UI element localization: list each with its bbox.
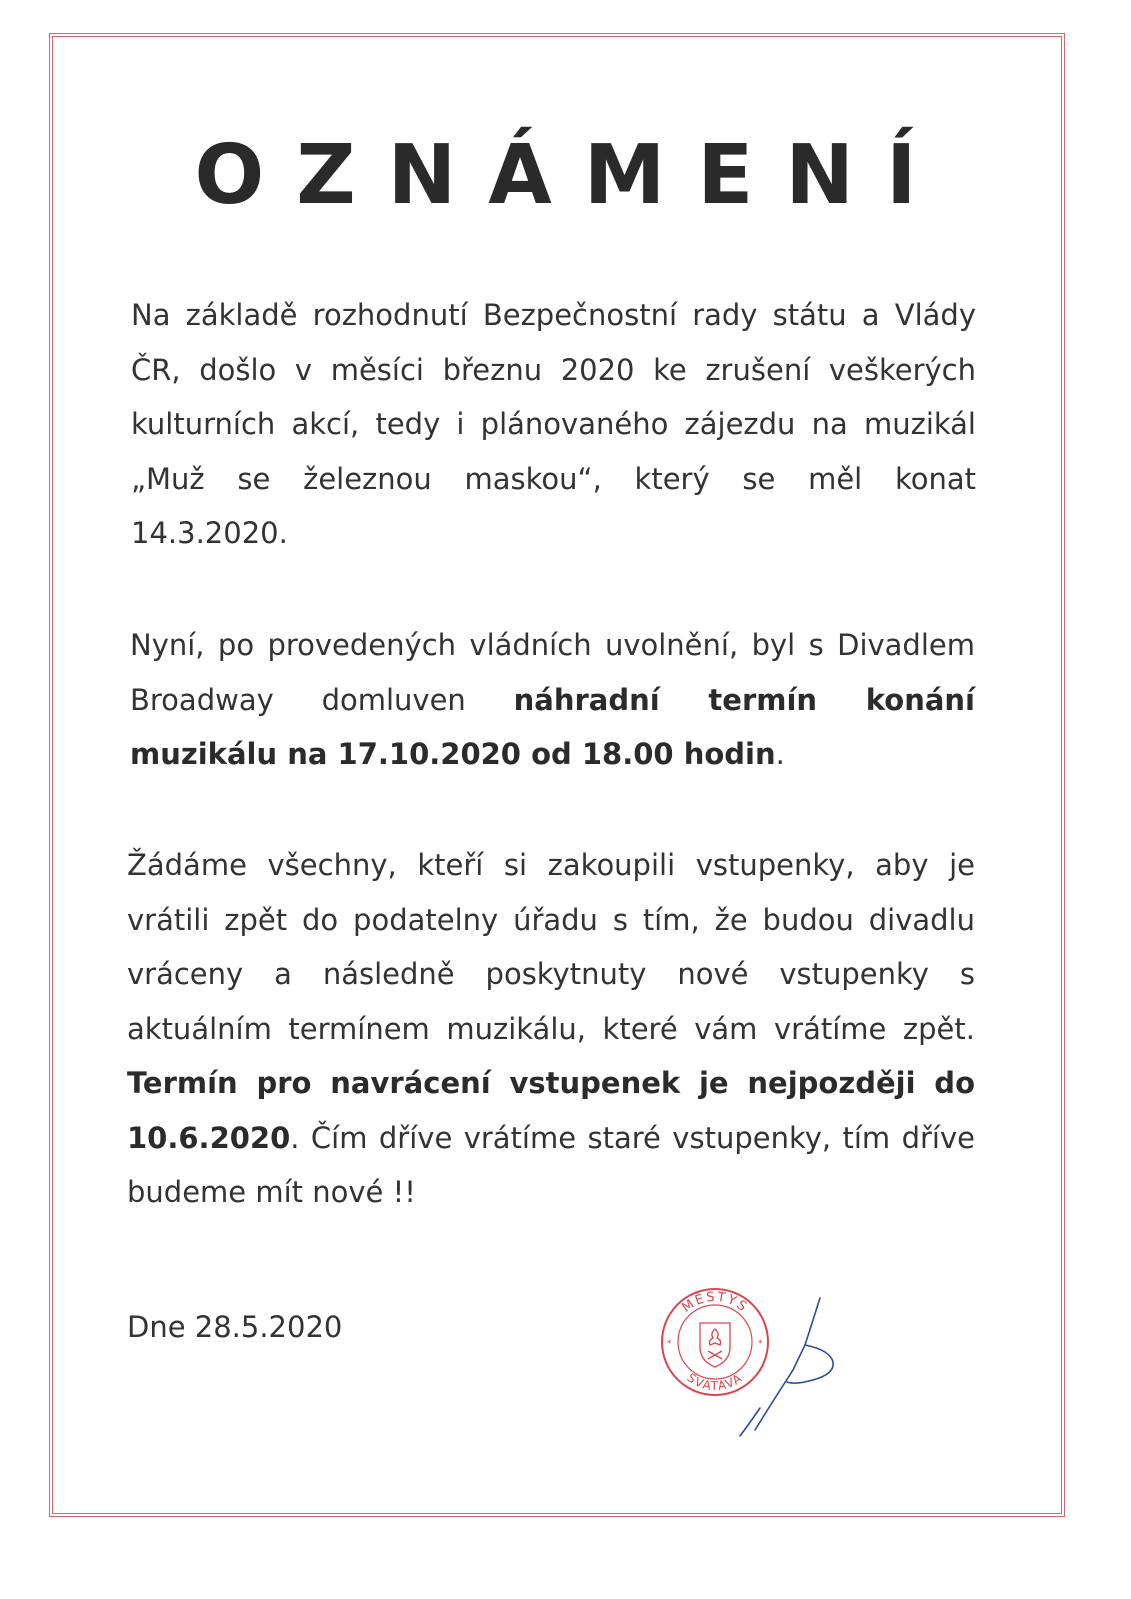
paragraph-new-date-lead: Nyní, po provedených vládních uvolnění, byl s Divadlem Broadway domluven (130, 628, 975, 717)
paragraph-cancellation: Na základě rozhodnutí Bezpečnostní rady státu a Vlády ČR, došlo v měsíci březnu 2020 ke zrušení veškerých kulturních akcí, tedy i plánovaného zájezdu na muzikál „Muž se železnou maskou“, který se měl konat 14.3.2020. (131, 298, 976, 550)
new-date-highlight: náhradní termín konání muzikálu na 17.10.2020 od 18.00 hodin (130, 682, 975, 771)
paragraph-new-date (130, 618, 975, 782)
svg-text:*: * (758, 1339, 763, 1349)
paragraph-ticket-return (127, 838, 975, 1220)
paragraph-ticket-return-tail: . Čím dříve vrátíme staré vstupenky, tím dříve budeme mít nové !! (127, 1120, 975, 1209)
signature (735, 1290, 845, 1440)
return-deadline-highlight: Termín pro navrácení vstupenek je nejpozději do 10.6.2020 (127, 1066, 975, 1155)
paragraph-new-date-tail: . (775, 737, 785, 771)
stamp-top-text: MĚSTYS (679, 1289, 751, 1316)
coat-of-arms-icon (700, 1323, 730, 1367)
stamp-bottom-text: SVATAVA (684, 1370, 746, 1394)
paragraph-ticket-return-lead: Žádáme všechny, kteří si zakoupili vstupenky, aby je vrátili zpět do podatelny úřadu s tím, že budou divadlu vráceny a následně poskytnuty nové vstupenky s aktuálním termínem muzikálu, které vám vrátíme zpět. (127, 848, 975, 1046)
svg-text:*: * (667, 1339, 672, 1349)
page-title: OZNÁMENÍ (194, 128, 949, 223)
issue-date: Dne 28.5.2020 (127, 1310, 343, 1344)
